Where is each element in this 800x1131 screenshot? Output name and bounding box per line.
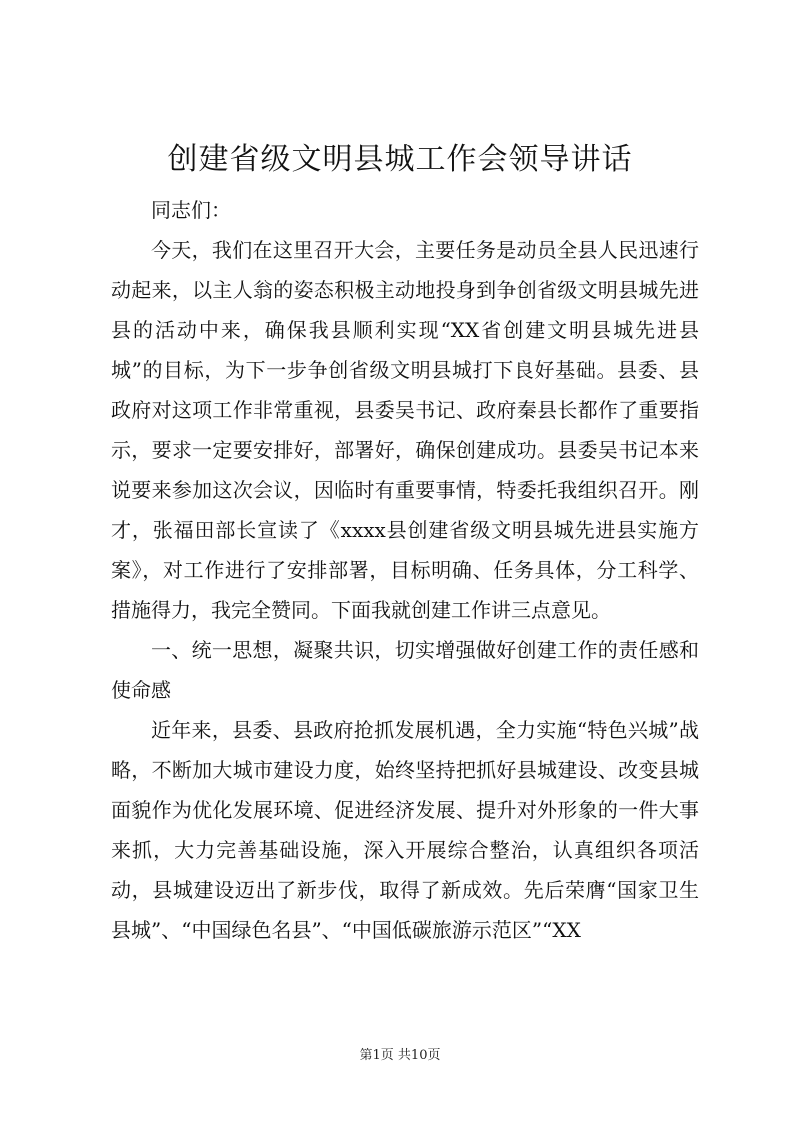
document-body: [111, 190, 699, 950]
paragraph-section-1: 近年来，县委、县政府抢抓发展机遇，全力实施“特色兴城”战略，不断加大城市建设力度，始终坚持把抓好县城建设、改变县城面貌作为优化发展环境、促进经济发展、提升对外形象的一件大事来抓，大力完善基础设施，深入开展综合整治，认真组织各项活动，县城建设迈出了新步伐，取得了新成效。先后荣膺“国家卫生县城”、“中国绿色名县”、“中国低碳旅游示范区”“XX: [111, 718, 699, 942]
paragraph-intro: 今天，我们在这里召开大会，主要任务是动员全县人民迅速行动起来，以主人翁的姿态积极主动地投身到争创省级文明县城先进县的活动中来，确保我县顺利实现“XX省创建文明县城先进县城”的目标，为下一步争创省级文明县城打下良好基础。县委、县政府对这项工作非常重视，县委吴书记、政府秦县长都作了重要指示，要求一定要安排好，部署好，确保创建成功。县委吴书记本来说要来参加这次会议，因临时有重要事情，特委托我组织召开。刚才，张福田部长宣读了《xxxx县创建省级文明县城先进县实施方案》，对工作进行了安排部署，目标明确、任务具体，分工科学、措施得力，我完全赞同。下面我就创建工作讲三点意见。: [111, 238, 699, 622]
page-footer: 第1页 共10页: [359, 1048, 441, 1063]
document-title: 创建省级文明县城工作会领导讲话: [167, 142, 633, 177]
salutation: 同志们：: [151, 198, 231, 222]
section-heading-1: 一、统一思想，凝聚共识，切实增强做好创建工作的责任感和使命感: [111, 638, 699, 702]
